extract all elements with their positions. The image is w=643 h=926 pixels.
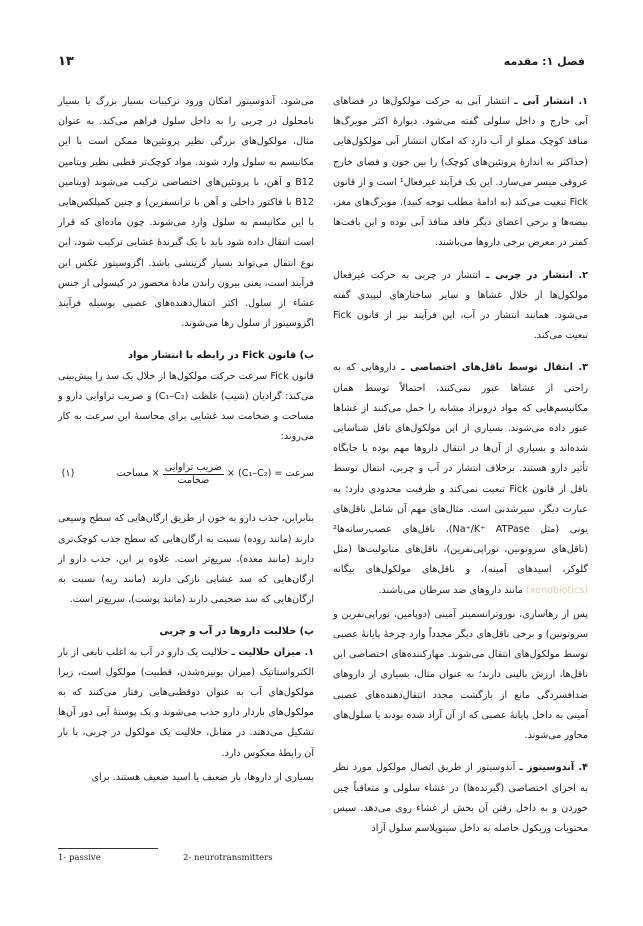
- fraction-denominator: ضخامت: [177, 474, 210, 486]
- item-heading: ۱. انتشار آبی ـ: [514, 96, 588, 107]
- equation-number: (۱): [61, 468, 75, 480]
- paragraph-lipid-diffusion: [333, 266, 588, 347]
- paragraph-fick-law: قانون Fick سرعت حرکت مولکول‌ها از خلال یک سد را پیش‌بینی می‌کند: گرادیان (شیب) غلظت (C₁–C₂) و ضریب تراوایی دارو و مساحت و ضخامت سد غشایی برای محاسبهٔ این سرعت به کار می‌روند:: [58, 370, 314, 443]
- fick-equation: [58, 451, 314, 497]
- paragraph-absorption: بنابراین، جذب دارو به خون از طریق ارگان‌هایی که سطح وسیعی دارند (مانند روده) نسبت به ارگان‌هایی که سطح جذب کوچک‌تری دارند (مانند معده)، سریع‌تر است. علاوه بر این، جذب دارو از ارگان‌هایی که سد غشایی نازکی دارند (مانند ریه) نسبت به ارگان‌هایی که سد ضخیمی دارند (مانند پوست)، سریع‌تر است.: [57, 513, 314, 606]
- item-text: حلالیت یک دارو در آب به اغلب تابعی از بار الکترواستاتیک (میزان یونیزه‌شدن، قطبیت) مولکول است، زیرا مولکول‌های آب به عنوان دوقطبی‌هایی رفتار می‌کنند که به مولکول‌های باردار دارو جذب می‌شوند و یک پوستهٔ آبی دور آن‌ها تشکیل می‌دهند. در مقابل، حلالیت یک مولکول در چربی، با بار آن رابطهٔ معکوس دارد.: [58, 646, 314, 759]
- chapter-title: فصل ۱: مقدمه: [503, 54, 585, 68]
- right-column: [333, 92, 588, 851]
- footnote-separator: [58, 848, 158, 849]
- paragraph-carrier-transport: [333, 358, 588, 600]
- item-heading: ۲. انتشار در چربی ـ: [486, 269, 588, 281]
- paragraph-aqueous-diffusion: [333, 92, 588, 254]
- paragraph-endocytosis-cont: می‌شود. آندوسیتوز امکان ورود ترکیبات بسیار بزرگ یا بسیار نامحلول در چربی را به داخل سلول فراهم می‌کند. به عنوان مثال، مولکول‌های بزرگی نظیر پروتئین‌ها ممکن است با این مکانیسم به سلول وارد شوند. مواد کوچک‌تر قطبی نظیر ویتامین B12 و آهن، با پروتئین‌های اختصاصی ترکیب می‌شوند (ویتامین B12 با فاکتور داخلی و آهن با ترانسفرین) و چنین کمپلکس‌هایی با این مکانیسم به سلول وارد می‌شوند. چون ماده‌ای که قرار است انتقال داده شود باید با یک گیرندهٔ غشایی ترکیب شود، این نوع انتقال می‌تواند بسیار گزینشی باشد. اگزوسیتوز عکس این فرآیند است، یعنی بیرون راندن مادهٔ محصور در کپسولی از جنس غشاء از سلول. اکثر انتقال‌دهنده‌های عصبی بوسیله فرآیند اگزوسیتوز از سلول رها می‌شوند.: [58, 96, 314, 330]
- paragraph-weak-acids-bases: بسیاری از داروها، باز ضعیف یا اسید ضعیف هستند. برای: [91, 771, 314, 783]
- item-text: انتشار در چربی به حرکت غیرفعال مولکول‌ها از خلال غشاها و سایر ساختارهای لیپیدی گفته می‌شود. همانند انتشار در آب، این فرآیند نیز از قانون Fick تبعیت می‌کند.: [333, 269, 588, 342]
- fraction-numerator: ضریب تراوایی: [164, 461, 222, 473]
- paragraph-reuptake: [333, 605, 588, 746]
- faded-term: (xenobiotics): [525, 584, 588, 596]
- equation-expression: [117, 462, 314, 487]
- item-heading: ۴. آندوسیتوز ـ: [519, 762, 588, 774]
- left-column: [58, 92, 314, 800]
- item-text-tail: مانند داروهای ضد سرطان می‌باشند.: [378, 584, 526, 596]
- footnotes: [58, 853, 308, 867]
- page-number: ۱۳: [58, 53, 74, 69]
- item-text: آندوسیتوز از طریق اتصال مولکول مورد نظر به اجزای اختصاصی (گیرنده‌ها) در غشاء سلولی و متعاقباً چین خوردن و به داخل رفتن آن بخش از غشاء روی می‌دهد. سپس محتویات وزیکول حاصله به داخل سیتوپلاسم سلول آزاد: [333, 762, 588, 834]
- paragraph-solubility: [58, 643, 314, 764]
- item-heading: ۱. میزان حلالیت ـ: [231, 646, 314, 658]
- item-text: انتشار آبی به حرکت مولکول‌ها در فضاهای آبی خارج و داخل سلولی گفته می‌شود. دیوارهٔ اکثر مویرگ‌ها منافذ کوچک مملو از آب دارد که امکان انتشار آبی مولکول‌هایی (حداکثر به اندازهٔ پروتئین‌های کوچک) را بین خون و فضای خارج عروقی میسر می‌سازد. این یک فرآیند غیرفعال¹ است و از قانون Fick تبعیت می‌کند (به ادامهٔ مطلب توجه کنید). مویرگ‌های مغز، بیضه‌ها و برخی اعضای دیگر فاقد منافذ آبی بوده و این بافت‌ها کمتر در معرض برخی داروها می‌باشند.: [333, 96, 589, 249]
- page-header: [58, 52, 585, 70]
- section-heading-fick: ب) قانون Fick در رابطه با انتشار مواد: [128, 350, 314, 362]
- equation-lhs: سرعت = (C₁–C₂) ×: [226, 468, 314, 480]
- paragraph-endocytosis: [333, 758, 588, 839]
- equation-fraction: [163, 462, 224, 487]
- footnote-1: 1- passive: [58, 853, 101, 863]
- section-heading-solubility: پ) حلالیت داروها در آب و چربی: [159, 626, 314, 638]
- item-text: داروهایی که به راحتی از غشاها عبور نمی‌کنند، احتمالاً توسط همان مکانیسم‌هایی که مواد درونزاد مشابه را حمل می‌کنند از غشاها عبور داده می‌شوند. بسیاری از این مولکول‌های ناقل شناسایی شده‌اند و بسیاری از آن‌ها در انتقال داروها مهم بوده یا جایگاه تأثیر دارو هستند. برخلاف انتشار در آب و چربی، انتقال توسط ناقل از قانون Fick تبعیت نمی‌کند و ظرفیت محدودی دارد؛ به عبارت دیگر، سیرشدنی است. مثال‌های مهم آن شامل ناقل‌های یونی (مثل Na⁺/K⁺ ATPase)، ناقل‌های عصب‌رسانه‌ها² (ناقل‌های سروتونین، نوراپی‌نفرین)، ناقل‌های متابولیت‌ها (مثل گلوکز، اسیدهای آمینه)، و ناقل‌های مولکول‌های بیگانه: [333, 362, 588, 576]
- footnote-2: 2- neurotransmitters: [183, 853, 273, 863]
- equation-rhs: × مساحت: [116, 468, 160, 480]
- item-heading: ۳. انتقال توسط ناقل‌های اختصاصی ـ: [401, 362, 589, 374]
- item-text: پس از رهاسازی، نوروترانسمیتر آمینی (دوپامین، نوراپی‌نفرین و سروتونین) و برخی ناقل‌های دیگر مجدداً وارد چرخهٔ پایانهٔ عصبی توسط مولکول‌های انتقال می‌شوند. مهارکننده‌های اختصاصی این ناقل‌ها، ارزش بالینی دارند؛ به عنوان مثال، بسیاری از داروهای ضدافسردگی مانع از بازگشت مجدد انتقال‌دهنده‌های عصبی آمینی به داخل پایانهٔ عصبی که از آن آزاد شده بودند یا سلول‌های مجاور می‌شوند.: [333, 608, 588, 742]
